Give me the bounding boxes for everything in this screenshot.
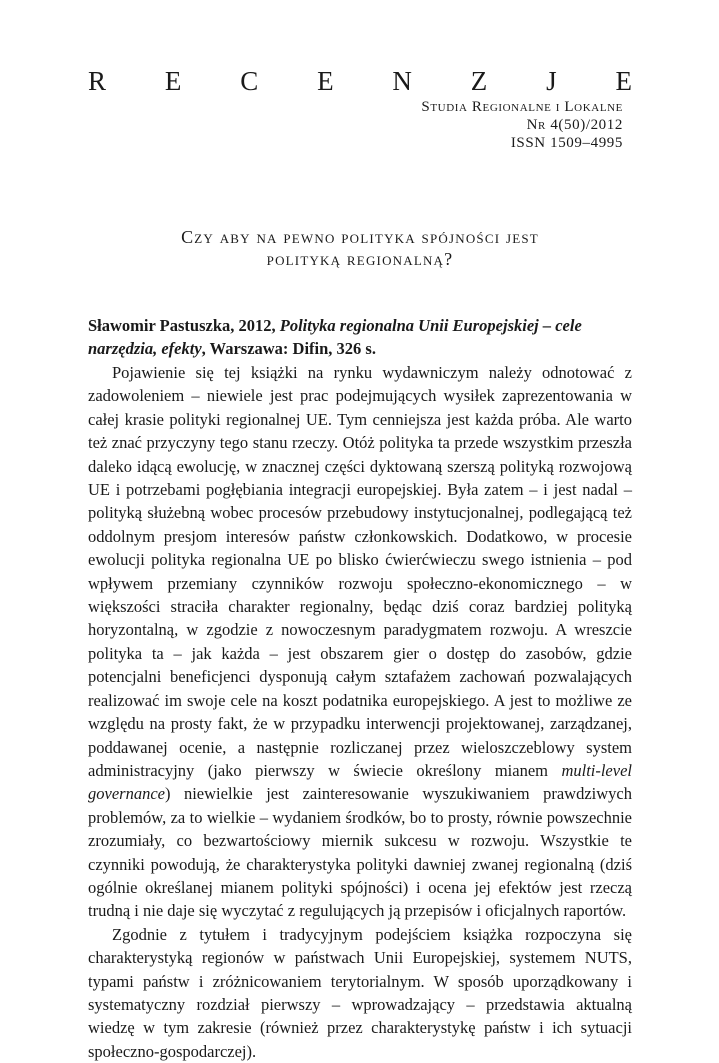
- review-title-line: polityką regionalną?: [266, 249, 454, 269]
- journal-name: Studia Regionalne i Lokalne: [421, 99, 623, 115]
- citation-book-title: Polityka regionalna Unii Europejskiej – cele narzędzia, efekty: [88, 316, 582, 358]
- paragraph-text: ) niewielkie jest zainteresowanie wyszukiwaniem prawdziwych problemów, za to wielkie – wydaniem środków, bo to prosty, równie powszechnie zrozumiały, co bezwartościowy miernik sukcesu w rozwoju. Wszystkie te czynniki powodują, że charakterystyka polityki dawniej zwanej regionalną (dziś ogólnie określanej mianem polityki spójności) i ocena jej efektów jest rzeczą trudną i nie daje się wyczytać z regulujących ją przepisów i oficjalnych raportów.: [88, 784, 632, 921]
- paragraph: [88, 361, 632, 923]
- heading-letter: R: [88, 66, 107, 96]
- paragraph-text: Pojawienie się tej książki na rynku wydawniczym należy odnotować z zadowoleniem – niewiele jest prac podejmujących wysiłek zaprezentowania w całej krasie polityki regionalnej UE. Tym cenniejsza jest każda próba. Ale warto też znać przyczyny tego stanu rzeczy. Otóż polityka ta przede wszystkim przeszła daleko idącą ewolucję, w znacznej części dyktowaną szerszą polityką rozwojową UE i potrzebami pogłębiania integracji europejskiej. Była zatem – i jest nadal – polityką służebną wobec procesów przebudowy instytucjonalnej, podlegającą też oddolnym presjom interesów państw członkowskich. Dodatkowo, w procesie ewolucji polityka regionalna UE po blisko ćwierćwieczu swego istnienia – pod wpływem przemiany czynników rozwoju społeczno-ekonomicznego – w większości straciła charakter regionalny, będąc dziś coraz bardziej polityką horyzontalną, w zgodzie z nowoczesnym paradygmatem rozwoju. A wreszcie polityka ta – jak każda – jest obszarem gier o dostęp do zasobów, gdzie potencjalni beneficjenci dysponują całym sztafażem zachowań pozwalających realizować im swoje cele na koszt podatnika europejskiego. A jest to możliwe ze względu na prosty fakt, że w przypadku interwencji projektowanej, zarządzanej, poddawanej ocenie, a następnie rozliczanej przez wieloszczeblowy system administracyjny (jako pierwszy w świecie określony mianem: [88, 363, 632, 780]
- heading-letter: E: [164, 66, 182, 96]
- journal-issn: ISSN 1509–4995: [510, 135, 623, 151]
- heading-letter: N: [392, 66, 412, 96]
- journal-issue: Nr 4(50)/2012: [526, 117, 623, 133]
- review-title-line: Czy aby na pewno polityka spójności jest: [181, 227, 539, 247]
- citation-publisher: , Warszawa: Difin, 326 s.: [201, 339, 376, 358]
- heading-letter: J: [546, 66, 557, 96]
- journal-info: [421, 98, 623, 152]
- book-citation: [88, 314, 632, 360]
- heading-letter: Z: [470, 66, 488, 96]
- section-heading: [88, 66, 632, 96]
- review-body: [88, 361, 632, 1063]
- review-title: [110, 226, 610, 270]
- heading-letter: E: [317, 66, 334, 96]
- citation-author-year: Sławomir Pastuszka, 2012,: [88, 316, 280, 335]
- heading-letter: C: [240, 66, 259, 96]
- paragraph: Zgodnie z tytułem i tradycyjnym podejściem książka rozpoczyna się charakterystyką regionów w państwach Unii Europejskiej, systemem NUTS, typami państw i zróżnicowaniem terytorialnym. W sposób uporządkowany i systematyczny rozdział pierwszy – wprowadzający – przedstawia aktualną wiedzę w tym zakresie (również przez charakterystykę państw i ich sytuacji społeczno-gospodarczej).: [88, 924, 632, 1061]
- italic-term: multi-level governance: [88, 760, 632, 804]
- heading-letter: E: [615, 66, 632, 96]
